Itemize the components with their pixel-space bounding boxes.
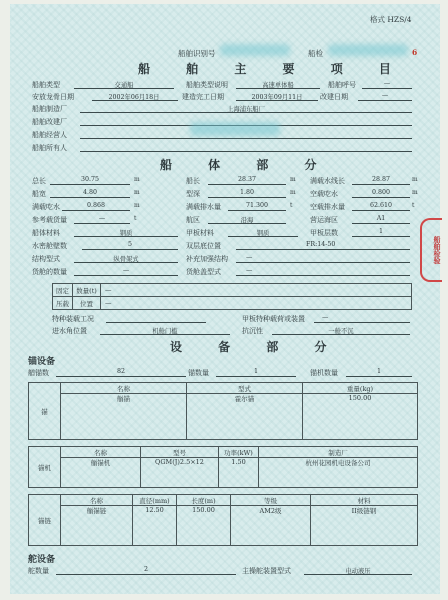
depth-label: 型深	[186, 190, 200, 198]
sink-label: 抗沉性	[242, 327, 263, 335]
ballast-pos-label: 位置	[73, 297, 101, 310]
type-desc-value: 高速单体船	[262, 82, 294, 89]
decks-label: 甲板层数	[310, 229, 338, 237]
area-value: 沿海	[240, 217, 254, 224]
material-value: 钢质	[119, 230, 133, 237]
lightdraft-label: 空载吃水	[310, 190, 338, 198]
windlass-model: QGM(J)2.5×12	[141, 458, 219, 488]
deckmat-value: 钢质	[256, 230, 270, 237]
beam-value: 4.80	[82, 189, 98, 196]
holds-value: —	[122, 267, 130, 274]
type-desc-label: 船舶类型说明	[186, 81, 228, 89]
red-stamp: 船舶检验	[420, 218, 442, 282]
chain-mat: II级链钢	[311, 506, 418, 546]
builder-label: 船舶制造厂	[32, 105, 67, 113]
owner-label: 船舶所有人	[32, 144, 67, 152]
windlass-maker: 杭州花园机电设备公司	[259, 458, 418, 488]
intake-value: 机舱门槛	[152, 328, 178, 335]
holds-label: 货舱的数量	[32, 268, 67, 276]
builder-value: 上海浦东船厂	[227, 106, 265, 113]
doublebottom-value: FR:14-50	[306, 241, 336, 248]
icearea-value: A1	[376, 215, 386, 222]
section-main-title: 船 舶 主 要 项 目	[138, 62, 407, 76]
section-equip-title: 设 备 部 分	[170, 340, 343, 354]
depth-value: 1.80	[239, 189, 255, 196]
anchor-name: 艏锚	[61, 394, 187, 440]
refwt-label: 参考载货量	[32, 216, 67, 224]
deck-special-value: —	[322, 314, 329, 321]
registry-suffix: 6	[412, 48, 418, 57]
keel-label: 安放龙骨日期	[32, 93, 74, 101]
chain-name: 艏锚链	[61, 506, 133, 546]
windlass-count-label: 锚机数量	[310, 369, 338, 377]
area-label: 航区	[186, 216, 200, 224]
bulkheads-value: 5	[127, 241, 132, 248]
deck-special-label: 甲板特种载荷或装置	[242, 315, 305, 323]
wll-label: 满载水线长	[310, 177, 345, 185]
windlass-count-value: 1	[376, 368, 381, 375]
lightdisp-value: 62.610	[369, 202, 393, 209]
material-label: 船体材料	[32, 229, 60, 237]
chain-row-label: 锚链	[29, 495, 61, 546]
anchor-row-label: 锚	[29, 383, 61, 440]
call-sign-label: 船舶呼号	[328, 81, 356, 89]
redacted-operator	[190, 122, 280, 136]
chain-table: 锚链 名称 直径(mm) 长度(m) 等级 材料 艏锚链 12.50 150.00 AM2级 II级链钢	[28, 494, 418, 546]
windlass-name: 艏锚机	[61, 458, 141, 488]
structure-value: 纵骨架式	[113, 256, 139, 263]
disp-value: 71.300	[245, 202, 269, 209]
ballast-fixed-label: 固定	[53, 284, 73, 297]
ballast-qty-label: 数量(t)	[73, 284, 101, 297]
intake-label: 进水角位置	[52, 327, 87, 335]
redacted-registry	[328, 44, 408, 56]
anchor-type: 霍尔锚	[187, 394, 303, 440]
windlass-table: 锚机 名称 型号 功率(kW) 制造厂 艏锚机 QGM(J)2.5×12 1.50 杭州花园机电设备公司	[28, 446, 418, 488]
icearea-label: 营运海区	[310, 216, 338, 224]
ship-type-value: 交通船	[114, 82, 134, 89]
section-hull-title: 船 体 部 分	[160, 158, 333, 172]
keel-value: 2002年06月18日	[108, 94, 160, 101]
rebuilder-label: 船舶改建厂	[32, 118, 67, 126]
draft-value: 0.868	[86, 202, 106, 209]
ship-type-label: 船舶类型	[32, 81, 60, 89]
anchor-qty-value: 1	[253, 368, 258, 375]
structure-label: 结构型式	[32, 255, 60, 263]
ballast-qty-value: —	[101, 284, 412, 297]
redacted-ship-id	[220, 44, 290, 56]
hatch-label: 货舱盖型式	[186, 268, 221, 276]
anchor-count-label: 艏锚数	[28, 369, 49, 377]
extra-value: —	[246, 254, 253, 261]
ballast-table	[52, 283, 412, 310]
operator-label: 船舶经营人	[32, 131, 67, 139]
rudder-heading: 舵设备	[28, 555, 56, 565]
built-label: 建造完工日期	[182, 93, 224, 101]
rudder-gear-label: 主操舵装置型式	[242, 567, 291, 575]
rebuilt-label: 改建日期	[320, 93, 348, 101]
draft-label: 满载吃水	[32, 203, 60, 211]
anchor-table: 锚 名称 型式 重量(kg) 艏锚 霍尔锚 150.00	[28, 382, 418, 440]
ballast-ballast-label: 压载	[53, 297, 73, 310]
windlass-row-label: 锚机	[29, 447, 61, 488]
lbp-value: 28.37	[237, 176, 257, 183]
wll-value: 28.87	[371, 176, 391, 183]
ballast-pos-value: —	[101, 297, 412, 310]
rudder-gear-value: 电动液压	[345, 568, 371, 575]
call-sign-value: —	[383, 80, 391, 87]
beam-label: 船宽	[32, 190, 46, 198]
windlass-power: 1.50	[219, 458, 259, 488]
built-value: 2003年09月11日	[251, 94, 303, 101]
chain-grade: AM2级	[231, 506, 311, 546]
anchor-weight: 150.00	[303, 394, 418, 440]
certificate-page: 格式 HZS/4 船舶识别号 船检 6 船 舶 主 要 项 目 船舶类型 交通船 船舶类型说明 高速单体船 船舶呼号 — 安放龙骨日期 2002年06月18日 建造完工日期 2003年09月11日 改建日期 — 船舶制造厂 上海浦东船厂 船舶改建厂 船舶经营人 船舶所有人 船 体 部 分 总长 30.75 m 船长 28.37 m 满载水线长 28.87 m 船宽 4.80 m 型深 1.80 m 空载吃水 0.800 m 满载吃水 0.868 m 满载排水量 71.300 t 空载排水量 62.610 t 参考载货量 — t 航区 沿海 营运海区 A1 船体材料 钢质 甲板材料 钢质 甲板层数 1 水密舱壁数 5 双层底位置 FR:14-50 结构型式 纵骨架式 补充加强结构 — 货舱的数量 — 货舱盖型式 — 固定 数量(t) — 压载 位置 — 特种装载工况 甲板特种载荷或装置 — 进水角位置 机舱门槛 抗沉性 一舱不沉 设 备 部 分 锚设备 艏锚数 82 锚数量 1 锚机数量 1 锚 名称 型式 重量(kg) 艏锚 霍尔锚 150.00 锚机 名称 型号 功率(kW) 制造厂 艏锚机 QGM(J)2.5×12 1.50 杭州花园机电设备公司 锚链 名称 直径(mm) 长度(m) 等级 材料 艏锚链 12.50 150.00 AM2级 II级链钢 舵设备 舵数量 2 主操舵装置型式 电动液压	[10, 4, 440, 594]
decks-value: 1	[378, 228, 383, 235]
format-label: 格式 HZS/4	[370, 15, 412, 24]
chain-dia: 12.50	[133, 506, 177, 546]
registry-label: 船检	[308, 49, 323, 58]
sink-value: 一舱不沉	[328, 328, 354, 335]
lightdisp-label: 空载排水量	[310, 203, 345, 211]
doublebottom-label: 双层底位置	[186, 242, 221, 250]
refwt-value: —	[98, 215, 106, 222]
ship-id-label: 船舶识别号	[178, 49, 216, 58]
disp-label: 满载排水量	[186, 203, 221, 211]
anchor-qty-label: 锚数量	[188, 369, 209, 377]
chain-len: 150.00	[177, 506, 231, 546]
lightdraft-value: 0.800	[371, 189, 391, 196]
deckmat-label: 甲板材料	[186, 229, 214, 237]
rebuilt-value: —	[381, 92, 389, 99]
bulkheads-label: 水密舱壁数	[32, 242, 67, 250]
anchor-count-value: 82	[116, 368, 125, 375]
loa-label: 总长	[32, 177, 46, 185]
extra-label: 补充加强结构	[186, 255, 228, 263]
lbp-label: 船长	[186, 177, 200, 185]
special-label: 特种装载工况	[52, 315, 94, 323]
anchor-heading: 锚设备	[28, 357, 56, 367]
loa-value: 30.75	[80, 176, 100, 183]
hatch-value: —	[246, 267, 253, 274]
rudder-count-label: 舵数量	[28, 567, 49, 575]
rudder-count-value: 2	[143, 566, 148, 573]
